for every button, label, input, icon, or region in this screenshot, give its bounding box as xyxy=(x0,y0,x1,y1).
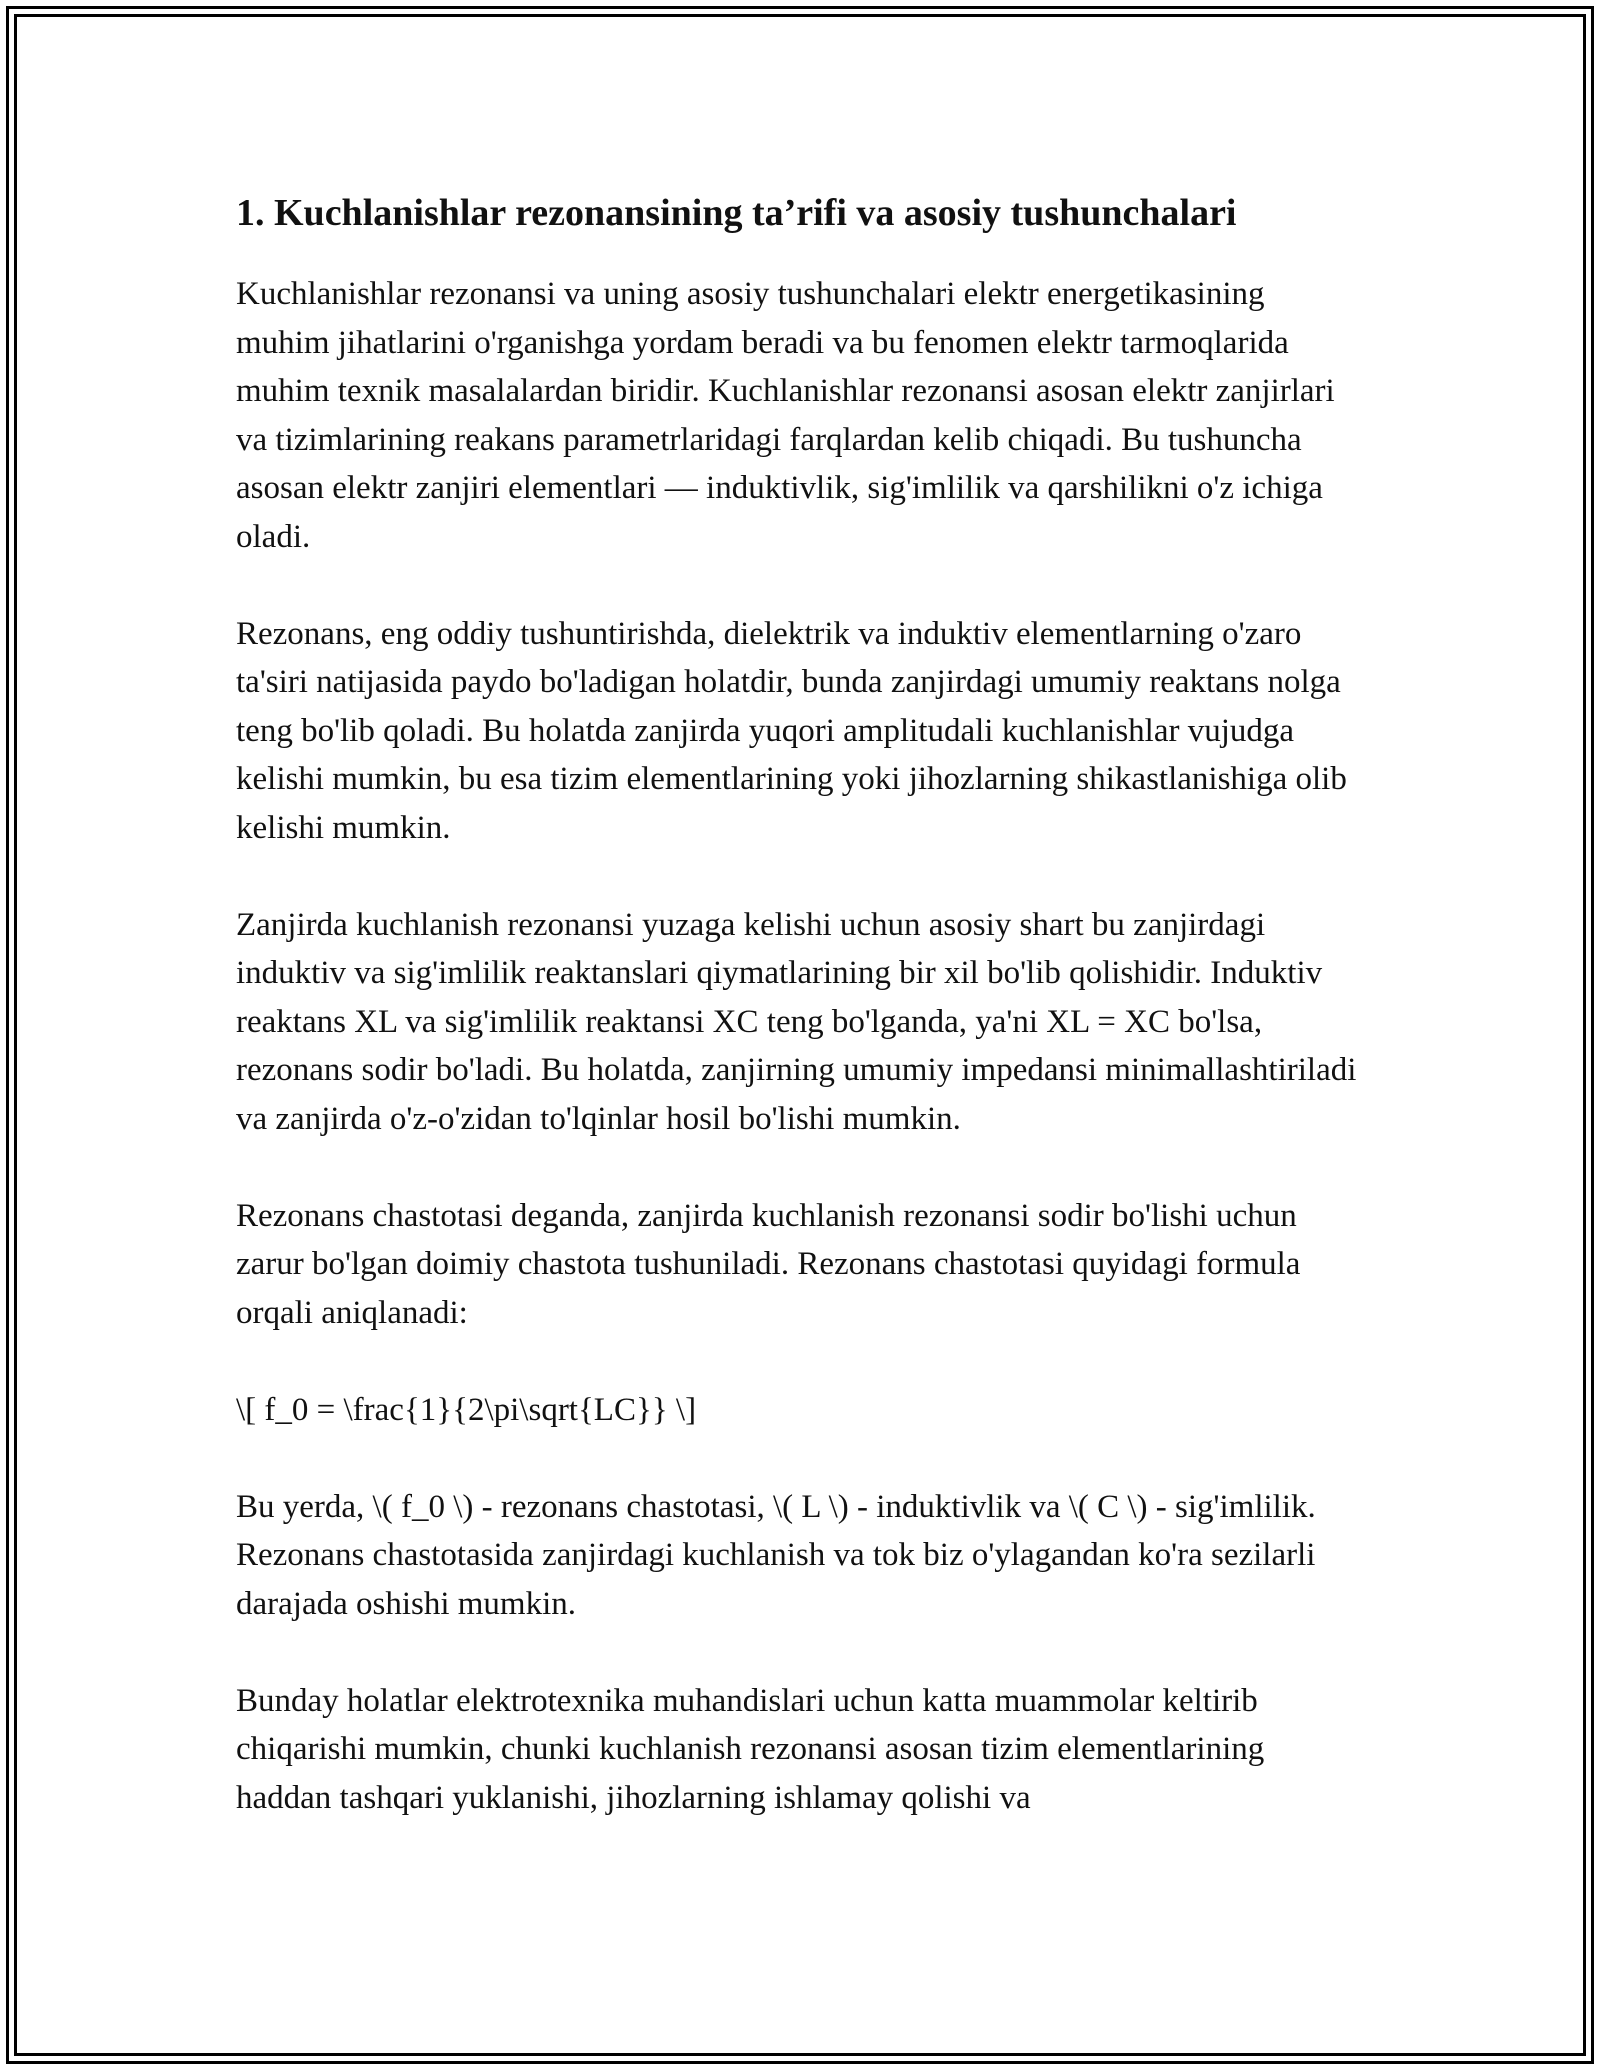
formula: \[ f_0 = \frac{1}{2\pi\sqrt{LC}} \] xyxy=(236,1391,697,1428)
paragraph-5: Bu yerda, \( f_0 \) - rezonans chastotasi, \( L \) - induktivlik va \( C \) - sig'imlilik. Rezonans chastotasida zanjirdagi kuchlanish va tok biz o'ylagandan ko'ra sezilarli darajada oshishi mumkin. xyxy=(236,1488,1316,1622)
document-body xyxy=(236,186,1366,1871)
paragraph-1: Kuchlanishlar rezonansi va uning asosiy tushunchalari elektr energetikasining muhim jihatlarini o'rganishga yordam beradi va bu fenomen elektr tarmoqlarida muhim texnik masalalardan biridir. Kuchlanishlar rezonansi asosan elektr zanjirlari va tizimlarining reakans parametrlaridagi farqlardan kelib chiqadi. Bu tushuncha asosan elektr zanjiri elementlari — induktivlik, sig'imlilik va qarshilikni o'z ichiga oladi. xyxy=(236,276,1335,555)
paragraph-6: Bunday holatlar elektrotexnika muhandislari uchun katta muammolar keltirib chiqarishi mumkin, chunki kuchlanish rezonansi asosan tizim elementlarining haddan tashqari yuklanishi, jihozlarning ishlamay qolishi va xyxy=(236,1682,1265,1816)
paragraph-4: Rezonans chastotasi deganda, zanjirda kuchlanish rezonansi sodir bo'lishi uchun zarur bo'lgan doimiy chastota tushuniladi. Rezonans chastotasi quyidagi formula orqali aniqlanadi: xyxy=(236,1197,1301,1331)
paragraph-2: Rezonans, eng oddiy tushuntirishda, dielektrik va induktiv elementlarning o'zaro ta'siri natijasida paydo bo'ladigan holatdir, bunda zanjirdagi umumiy reaktans nolga teng bo'lib qoladi. Bu holatda zanjirda yuqori amplitudali kuchlanishlar vujudga kelishi mumkin, bu esa tizim elementlarining yoki jihozlarning shikastlanishiga olib kelishi mumkin. xyxy=(236,615,1347,846)
section-heading: 1. Kuchlanishlar rezonansining ta’rifi va asosiy tushunchalari xyxy=(236,192,1237,234)
paragraph-3: Zanjirda kuchlanish rezonansi yuzaga kelishi uchun asosiy shart bu zanjirdagi induktiv va sig'imlilik reaktanslari qiymatlarining bir xil bo'lib qolishidir. Induktiv reaktans XL va sig'imlilik reaktansi XC teng bo'lganda, ya'ni XL = XC bo'lsa, rezonans sodir bo'ladi. Bu holatda, zanjirning umumiy impedansi minimallashtiriladi va zanjirda o'z-o'zidan to'lqinlar hosil bo'lishi mumkin. xyxy=(236,906,1357,1137)
